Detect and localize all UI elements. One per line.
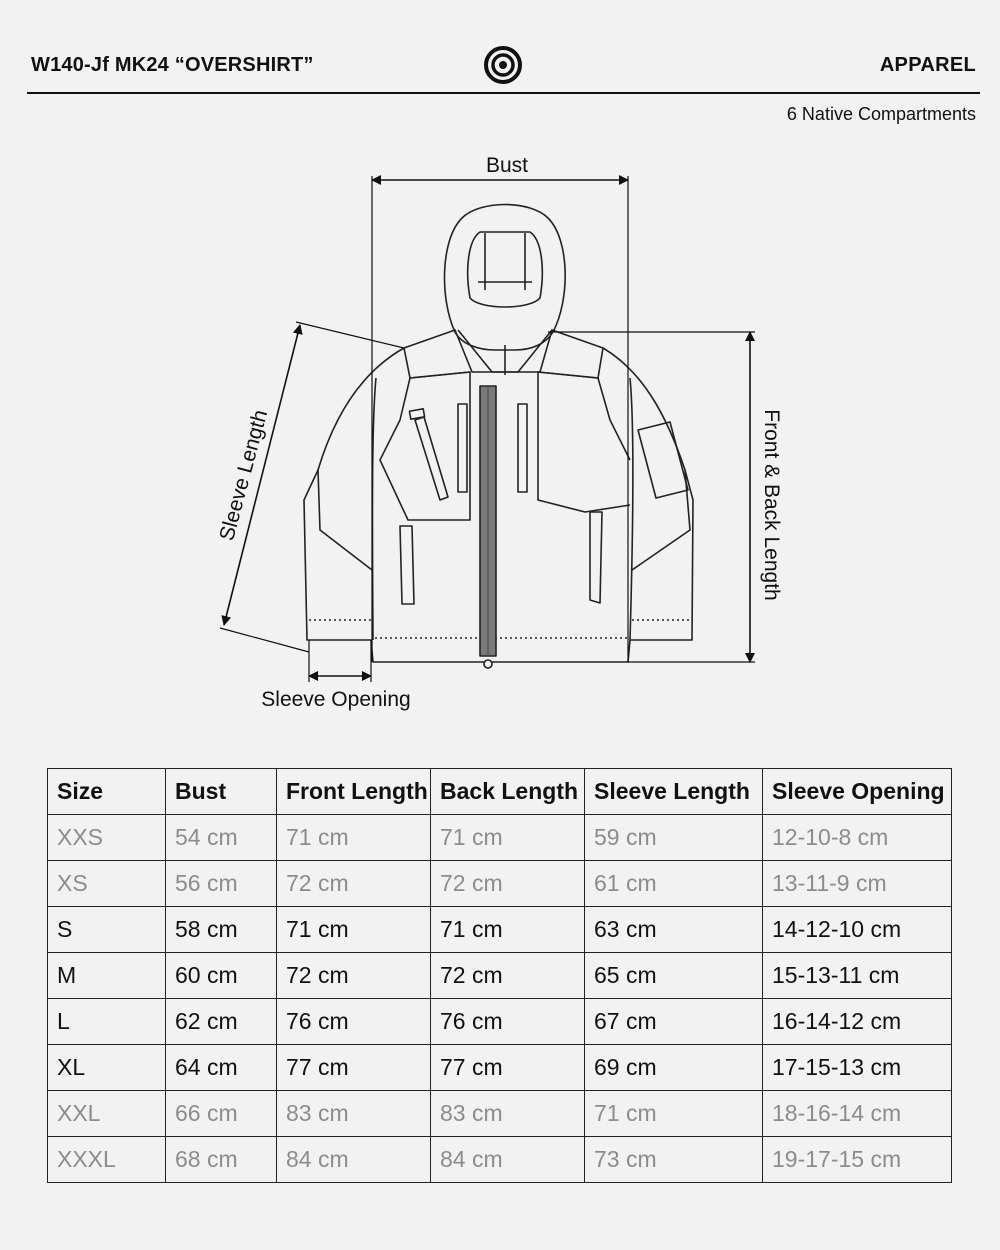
bust-cell: 60 cm <box>166 953 277 999</box>
target-logo-icon <box>483 45 523 85</box>
back-length-cell: 83 cm <box>431 1091 585 1137</box>
sleeve-opening-label: Sleeve Opening <box>261 688 411 711</box>
bust-cell: 68 cm <box>166 1137 277 1183</box>
sleeve-length-label: Sleeve Length <box>215 407 273 544</box>
sleeve-length-cell: 63 cm <box>585 907 763 953</box>
sleeve-length-cell: 71 cm <box>585 1091 763 1137</box>
front-length-cell: 71 cm <box>277 815 431 861</box>
front-length-cell: 71 cm <box>277 907 431 953</box>
bust-cell: 56 cm <box>166 861 277 907</box>
sleeve-length-cell: 73 cm <box>585 1137 763 1183</box>
front-length-cell: 77 cm <box>277 1045 431 1091</box>
sleeve-length-cell: 67 cm <box>585 999 763 1045</box>
bust-label: Bust <box>485 154 529 177</box>
bust-cell: 62 cm <box>166 999 277 1045</box>
size-cell: XXL <box>48 1091 166 1137</box>
table-row <box>48 1091 952 1137</box>
bust-cell: 64 cm <box>166 1045 277 1091</box>
sleeve-opening-cell: 16-14-12 cm <box>763 999 952 1045</box>
front-back-length-label: Front & Back Length <box>760 409 783 601</box>
front-length-cell: 76 cm <box>277 999 431 1045</box>
size-cell: XL <box>48 1045 166 1091</box>
sleeve-opening-cell: 14-12-10 cm <box>763 907 952 953</box>
header-bust: Bust <box>166 769 277 815</box>
size-chart-table <box>47 768 952 1183</box>
back-length-cell: 71 cm <box>431 815 585 861</box>
header-sleeve-opening: Sleeve Opening <box>763 769 952 815</box>
size-cell: XXS <box>48 815 166 861</box>
table-row <box>48 1137 952 1183</box>
sleeve-length-cell: 65 cm <box>585 953 763 999</box>
table-header-row <box>48 769 952 815</box>
back-length-cell: 72 cm <box>431 953 585 999</box>
bust-cell: 66 cm <box>166 1091 277 1137</box>
table-row <box>48 815 952 861</box>
sleeve-opening-cell: 15-13-11 cm <box>763 953 952 999</box>
size-cell: S <box>48 907 166 953</box>
back-length-cell: 72 cm <box>431 861 585 907</box>
table-row <box>48 907 952 953</box>
sleeve-opening-cell: 13-11-9 cm <box>763 861 952 907</box>
sleeve-opening-cell: 18-16-14 cm <box>763 1091 952 1137</box>
back-length-cell: 76 cm <box>431 999 585 1045</box>
jacket-measurement-diagram <box>0 130 1000 730</box>
body-outline <box>304 330 693 662</box>
bust-cell: 58 cm <box>166 907 277 953</box>
product-title: W140-Jf MK24 “OVERSHIRT” <box>31 54 314 76</box>
header-back-length: Back Length <box>431 769 585 815</box>
table-row <box>48 999 952 1045</box>
sleeve-opening-cell: 19-17-15 cm <box>763 1137 952 1183</box>
size-cell: L <box>48 999 166 1045</box>
bust-cell: 54 cm <box>166 815 277 861</box>
sleeve-length-cell: 59 cm <box>585 815 763 861</box>
hood-opening <box>468 232 543 307</box>
page-header <box>27 40 980 94</box>
hood-outline <box>445 205 566 351</box>
back-length-cell: 77 cm <box>431 1045 585 1091</box>
header-size: Size <box>48 769 166 815</box>
compartments-note: 6 Native Compartments <box>786 104 976 124</box>
front-length-cell: 83 cm <box>277 1091 431 1137</box>
category-label: APPAREL <box>879 54 976 76</box>
back-length-cell: 84 cm <box>431 1137 585 1183</box>
size-cell: XXXL <box>48 1137 166 1183</box>
size-cell: XS <box>48 861 166 907</box>
front-length-cell: 72 cm <box>277 953 431 999</box>
sleeve-length-cell: 69 cm <box>585 1045 763 1091</box>
table-row <box>48 953 952 999</box>
header-front-length: Front Length <box>277 769 431 815</box>
sleeve-length-cell: 61 cm <box>585 861 763 907</box>
size-cell: M <box>48 953 166 999</box>
sleeve-opening-cell: 17-15-13 cm <box>763 1045 952 1091</box>
sleeve-opening-cell: 12-10-8 cm <box>763 815 952 861</box>
front-length-cell: 72 cm <box>277 861 431 907</box>
front-length-cell: 84 cm <box>277 1137 431 1183</box>
table-row <box>48 1045 952 1091</box>
back-length-cell: 71 cm <box>431 907 585 953</box>
table-row <box>48 861 952 907</box>
jacket-illustration <box>304 205 693 669</box>
header-sleeve-length: Sleeve Length <box>585 769 763 815</box>
